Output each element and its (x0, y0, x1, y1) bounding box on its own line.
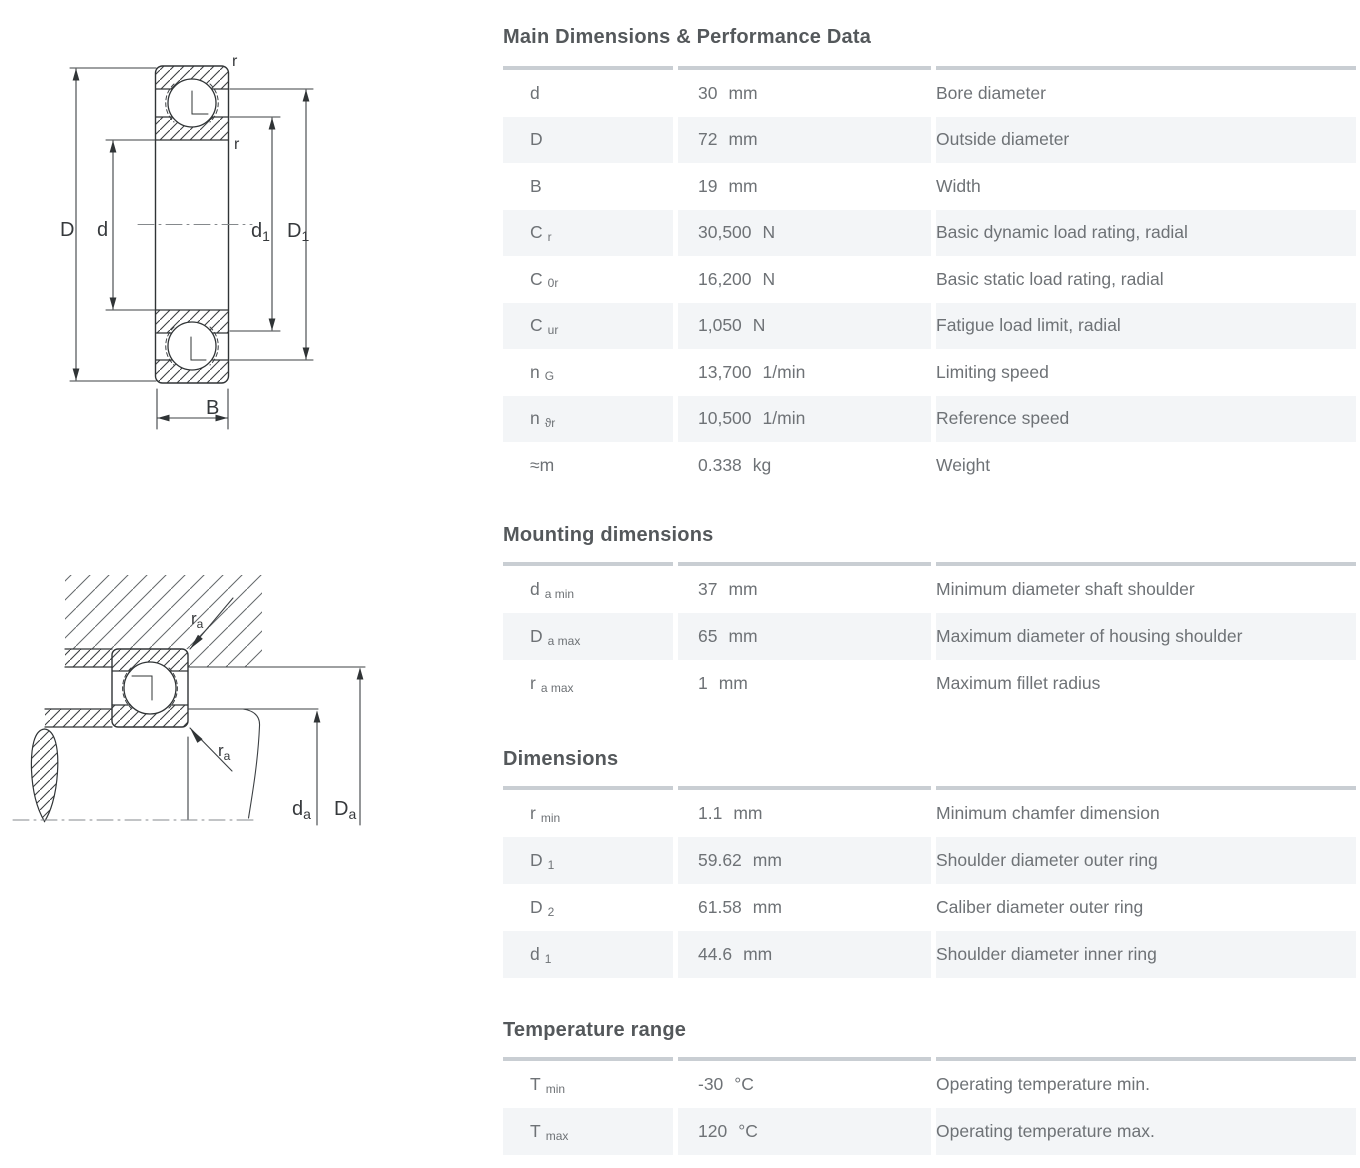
symbol: C (530, 315, 543, 336)
unit: kg (752, 454, 772, 475)
symbol-cell (503, 884, 673, 931)
value-cell (678, 566, 931, 613)
unit: N (762, 222, 776, 243)
dim-label-r-inner: r (234, 136, 240, 153)
unit: mm (728, 175, 758, 196)
value-cell (678, 396, 931, 443)
symbol: D (530, 626, 543, 646)
data-panel (503, 0, 1356, 1168)
dim-label-B: B (206, 397, 220, 419)
value-cell (678, 660, 931, 707)
value-cell (678, 1108, 931, 1155)
symbol-cell (503, 349, 673, 396)
description-cell: Operating temperature max. (936, 1108, 1356, 1155)
value: 65 (698, 626, 718, 646)
technical-drawings (0, 0, 480, 1168)
value-cell (678, 303, 931, 350)
symbol-cell (503, 70, 673, 117)
description-cell: Fatigue load limit, radial (936, 303, 1356, 350)
unit: mm (752, 850, 782, 870)
dim-label-d: d (97, 219, 109, 241)
symbol-subscript: min (540, 810, 561, 825)
symbol-cell (503, 163, 673, 210)
value: 1 (698, 673, 708, 693)
dim-label-D1: $D_1$ (287, 220, 310, 244)
value: 44.6 (698, 944, 733, 964)
description-cell: Minimum chamfer dimension (936, 790, 1356, 837)
unit: mm (728, 129, 758, 150)
symbol-cell (503, 117, 673, 164)
value: 1.1 (698, 803, 723, 823)
value: 72 (698, 129, 718, 150)
symbol-subscript: 1 (547, 857, 555, 872)
unit: N (762, 268, 776, 289)
value: 120 (698, 1121, 728, 1141)
value-cell (678, 790, 931, 837)
description-cell: Operating temperature min. (936, 1061, 1356, 1108)
unit: °C (738, 1121, 758, 1141)
value-cell (678, 613, 931, 660)
symbol-subscript: r (547, 229, 552, 244)
section-title-main-dimensions: Main Dimensions & Performance Data (503, 26, 872, 48)
value-cell (678, 210, 931, 257)
value: 30 (698, 82, 718, 103)
description-cell: Shoulder diameter outer ring (936, 837, 1356, 884)
section-title-temperature-range: Temperature range (503, 1019, 687, 1041)
value-cell (678, 349, 931, 396)
section-title-dimensions: Dimensions (503, 748, 619, 770)
symbol: C (530, 268, 543, 289)
value: 61.58 (698, 897, 742, 917)
value: 30,500 (698, 222, 752, 243)
unit: mm (718, 673, 748, 693)
dim-label-ra-bottom: $r_a$ (218, 741, 231, 763)
description-cell: Reference speed (936, 396, 1356, 443)
symbol-cell (503, 210, 673, 257)
symbol-cell (503, 837, 673, 884)
dim-label-d1: $d_1$ (251, 220, 270, 244)
symbol-subscript: max (545, 1128, 569, 1143)
symbol: n (530, 361, 540, 382)
bearing-section (112, 649, 188, 727)
symbol-cell (503, 613, 673, 660)
unit: 1/min (762, 361, 806, 382)
dim-label-ra-top: $r_a$ (191, 609, 204, 631)
unit: mm (728, 82, 758, 103)
description-cell: Limiting speed (936, 349, 1356, 396)
description-cell: Minimum diameter shaft shoulder (936, 566, 1356, 613)
symbol: r (530, 673, 536, 693)
shaft-break-section (31, 729, 57, 822)
symbol-cell (503, 931, 673, 978)
value: -30 (698, 1074, 724, 1094)
description-cell: Outside diameter (936, 117, 1356, 164)
symbol-subscript: a max (547, 633, 581, 648)
dim-label-r-outer: r (232, 53, 238, 70)
symbol-subscript: min (545, 1081, 566, 1096)
dim-label-D: D (60, 219, 75, 241)
value: 59.62 (698, 850, 742, 870)
description-cell: Basic static load rating, radial (936, 256, 1356, 303)
symbol-cell (503, 1061, 673, 1108)
symbol-subscript: ur (547, 322, 559, 337)
temperature-range-table (503, 1057, 1356, 1155)
symbol: B (530, 175, 542, 196)
symbol: d (530, 82, 540, 103)
symbol: d (530, 944, 540, 964)
main-dimensions-table (503, 66, 1356, 489)
symbol-cell (503, 1108, 673, 1155)
value-cell (678, 931, 931, 978)
mounting-drawing (13, 575, 365, 825)
value: 19 (698, 175, 718, 196)
dim-label-Da: $D_a$ (334, 798, 357, 822)
unit: mm (728, 579, 758, 599)
symbol: n (530, 408, 540, 429)
unit: 1/min (762, 408, 806, 429)
unit: mm (728, 626, 758, 646)
bearing-cross-section-drawing (60, 53, 313, 429)
value-cell (678, 70, 931, 117)
value-cell (678, 1061, 931, 1108)
symbol: T (530, 1074, 541, 1094)
symbol: T (530, 1121, 541, 1141)
symbol-cell (503, 566, 673, 613)
symbol-subscript: 2 (547, 904, 555, 919)
symbol: D (530, 850, 543, 870)
value-cell (678, 163, 931, 210)
symbol: C (530, 222, 543, 243)
symbol-cell (503, 396, 673, 443)
value-cell (678, 117, 931, 164)
symbol-cell (503, 303, 673, 350)
value: 37 (698, 579, 718, 599)
unit: °C (734, 1074, 754, 1094)
dim-label-da: $d_a$ (292, 798, 311, 822)
unit: N (752, 315, 766, 336)
value: 16,200 (698, 268, 752, 289)
dimensions-table (503, 786, 1356, 978)
symbol: ≈m (530, 454, 555, 475)
unit: mm (743, 944, 773, 964)
description-cell: Bore diameter (936, 70, 1356, 117)
value-cell (678, 837, 931, 884)
unit: mm (733, 803, 763, 823)
value: 1,050 (698, 315, 742, 336)
mounting-dimensions-table (503, 562, 1356, 707)
symbol-cell (503, 442, 673, 489)
symbol: D (530, 897, 543, 917)
symbol-subscript: 0r (547, 276, 559, 291)
description-cell: Maximum fillet radius (936, 660, 1356, 707)
description-cell: Shoulder diameter inner ring (936, 931, 1356, 978)
value-cell (678, 442, 931, 489)
symbol-subscript: a max (540, 680, 574, 695)
value-cell (678, 256, 931, 303)
symbol-subscript: a min (544, 586, 575, 601)
value: 10,500 (698, 408, 752, 429)
description-cell: Caliber diameter outer ring (936, 884, 1356, 931)
symbol-cell (503, 256, 673, 303)
symbol-cell (503, 660, 673, 707)
symbol: r (530, 803, 536, 823)
shaft-shoulder-profile (243, 709, 260, 818)
symbol: d (530, 579, 540, 599)
symbol-subscript: G (544, 369, 555, 384)
description-cell: Weight (936, 442, 1356, 489)
unit: mm (752, 897, 782, 917)
description-cell: Width (936, 163, 1356, 210)
symbol: D (530, 129, 543, 150)
section-title-mounting-dimensions: Mounting dimensions (503, 524, 714, 546)
symbol-subscript: 1 (544, 951, 552, 966)
symbol-subscript: ϑr (544, 415, 556, 430)
value: 13,700 (698, 361, 752, 382)
value: 0.338 (698, 454, 742, 475)
symbol-cell (503, 790, 673, 837)
description-cell: Maximum diameter of housing shoulder (936, 613, 1356, 660)
description-cell: Basic dynamic load rating, radial (936, 210, 1356, 257)
value-cell (678, 884, 931, 931)
